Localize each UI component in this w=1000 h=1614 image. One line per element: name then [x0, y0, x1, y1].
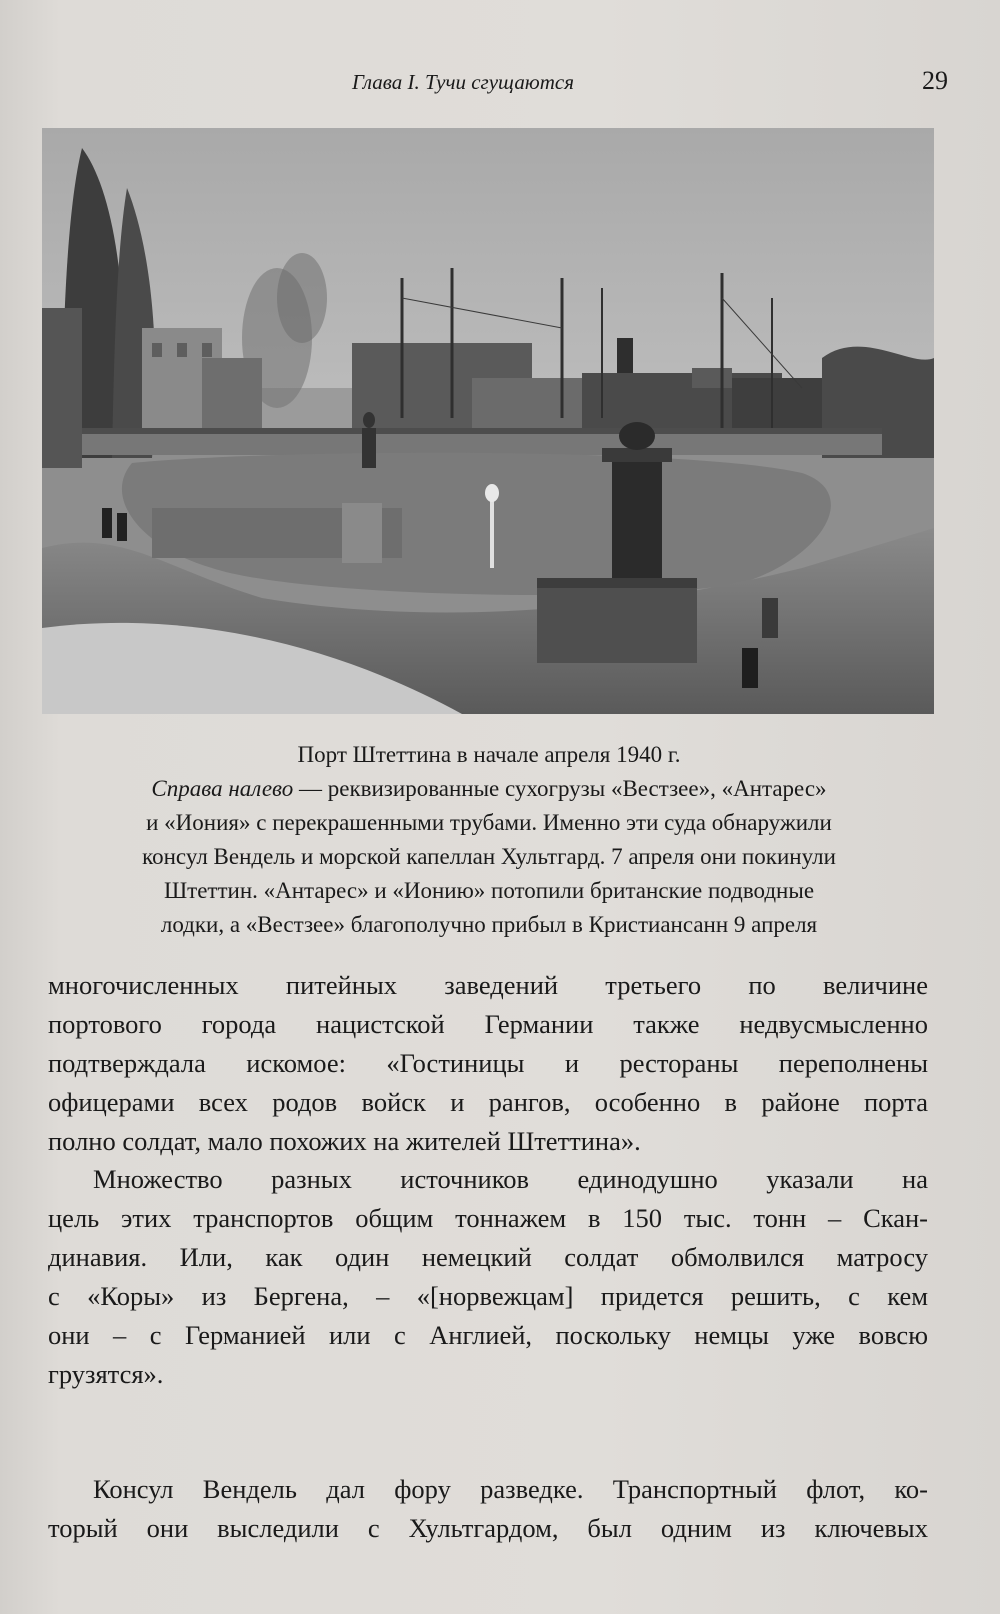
- caption-line-2: и «Иония» с перекрашенными трубами. Именно эти суда обнаружили: [146, 810, 832, 835]
- running-title: Глава I. Тучи сгущаются: [352, 70, 574, 94]
- harbor-photo-icon: [42, 128, 934, 714]
- caption-line-3: консул Вендель и морской капеллан Хультгард. 7 апреля они покинули: [142, 844, 836, 869]
- text-line: с «Коры» из Бергена, – «[норвежцам] придется решить, с кем: [48, 1281, 928, 1311]
- text-line: Консул Вендель дал фору разведке. Транспортный флот, ко-: [93, 1474, 928, 1504]
- caption-line-4: Штеттин. «Антарес» и «Ионию» потопили британские подводные: [163, 878, 815, 903]
- text-line: они – с Германией или с Англией, поскольку немцы уже вовсю: [48, 1320, 928, 1350]
- caption-line-5: лодки, а «Вестзее» благополучно прибыл в Кристиансанн 9 апреля: [160, 912, 818, 937]
- page-header: [0, 64, 1000, 104]
- text-line: полно солдат, мало похожих на жителей Штеттина».: [48, 1126, 641, 1156]
- text-line: офицерами всех родов войск и рангов, особенно в районе порта: [48, 1087, 928, 1117]
- caption-title: Порт Штеттина в начале апреля 1940 г.: [297, 742, 681, 767]
- text-line: динавия. Или, как один немецкий солдат обмолвился матросу: [48, 1242, 928, 1272]
- text-line: Множество разных источников единодушно указали на: [93, 1164, 928, 1194]
- caption-line-1: [60, 772, 918, 806]
- caption-line-1-text: — реквизированные сухогрузы «Вестзее», «Антарес»: [293, 776, 827, 801]
- caption-italic: Справа налево: [151, 776, 294, 801]
- photo-caption: [60, 738, 918, 942]
- paragraph-2: [48, 1160, 928, 1394]
- text-line: портового города нацистской Германии также недвусмысленно: [48, 1009, 928, 1039]
- text-line: торый они выследили с Хультгардом, был одним из ключевых: [48, 1513, 928, 1543]
- paragraph-3: [48, 1470, 928, 1548]
- page-number: 29: [922, 66, 948, 95]
- text-line: многочисленных питейных заведений третьего по величине: [48, 970, 928, 1000]
- text-line: подтверждала искомое: «Гостиницы и рестораны переполнены: [48, 1048, 928, 1078]
- paragraph-1: [48, 966, 928, 1161]
- text-line: грузятся».: [48, 1359, 164, 1389]
- harbor-photo: [42, 128, 934, 714]
- text-line: цель этих транспортов общим тоннажем в 150 тыс. тонн – Скан-: [48, 1203, 928, 1233]
